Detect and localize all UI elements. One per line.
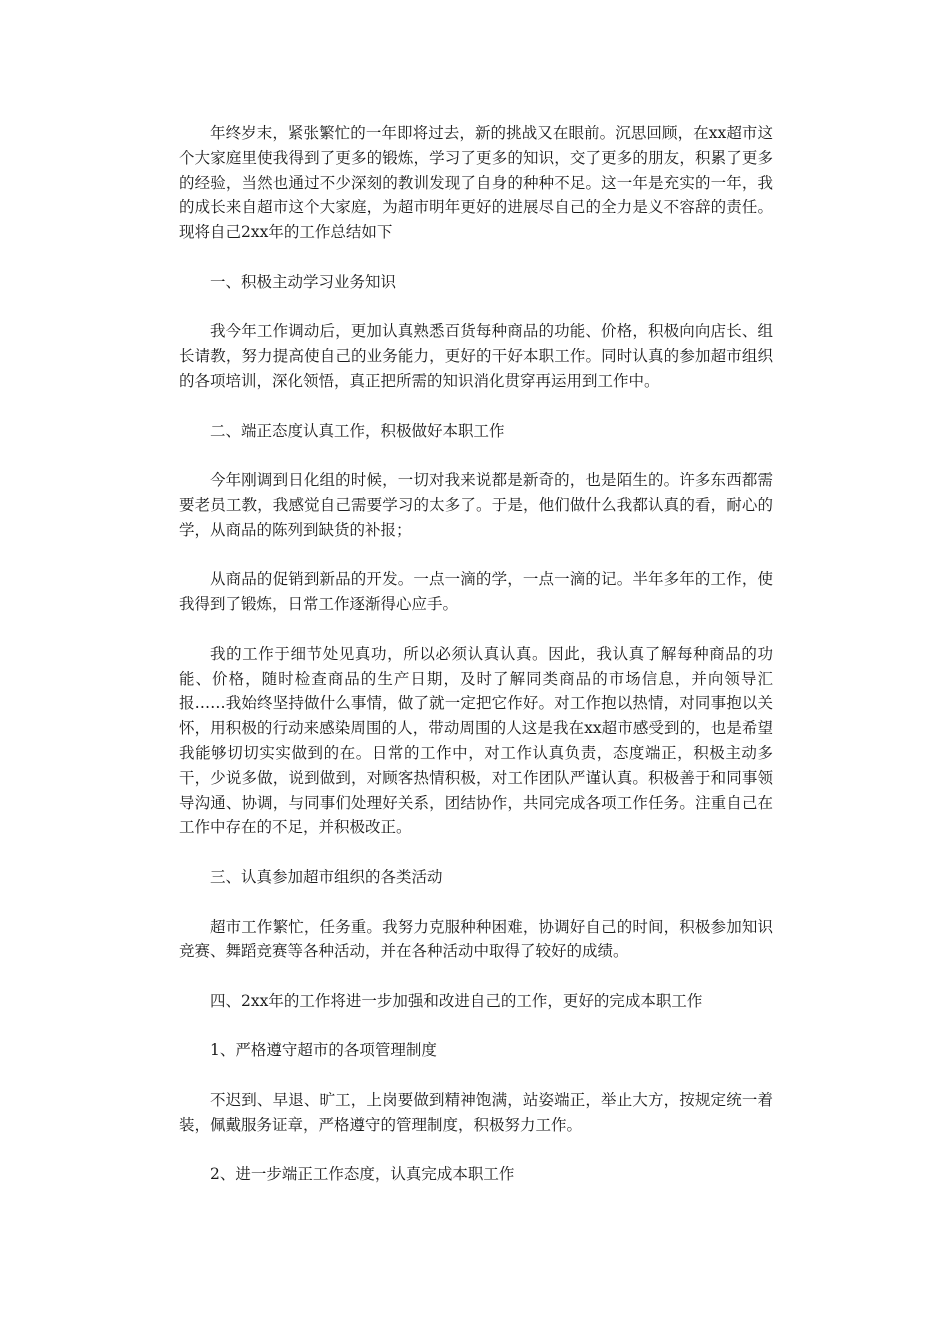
section-3-paragraph: 超市工作繁忙，任务重。我努力克服种种困难，协调好自己的时间，积极参加知识竞赛、舞蹈竞赛等各种活动，并在各种活动中取得了较好的成绩。 [179,917,773,961]
intro-paragraph: 年终岁末，紧张繁忙的一年即将过去，新的挑战又在眼前。沉思回顾，在xx超市这个大家庭里使我得到了更多的锻炼，学习了更多的知识，交了更多的朋友，积累了更多的经验，当然也通过不少深刻的教训发现了自身的种种不足。这一年是充实的一年，我的成长来自超市这个大家庭，为超市明年更好的进展尽自己的全力是义不容辞的责任。现将自己2xx年的工作总结如下 [179,124,773,242]
subsection-1-paragraph: 不迟到、早退、旷工，上岗要做到精神饱满，站姿端正，举止大方，按规定统一着装，佩戴服务证章，严格遵守的管理制度，积极努力工作。 [179,1091,773,1134]
subsection-heading-2: 2、进一步端正工作态度，认真完成本职工作 [210,1165,515,1184]
section-2-paragraph-1: 今年刚调到日化组的时候，一切对我来说都是新奇的，也是陌生的。许多东西都需要老员工教，我感觉自己需要学习的太多了。于是，他们做什么我都认真的看，耐心的学，从商品的陈列到缺货的补报； [179,471,773,539]
section-heading-4: 四、2xx年的工作将进一步加强和改进自己的工作，更好的完成本职工作 [210,991,703,1010]
section-heading-1: 一、积极主动学习业务知识 [210,272,397,291]
section-heading-2: 二、端正态度认真工作，积极做好本职工作 [210,421,505,440]
document-body [179,121,773,1187]
section-1-paragraph: 我今年工作调动后，更加认真熟悉百货每种商品的功能、价格，积极向向店长、组长请教，努力提高使自己的业务能力，更好的干好本职工作。同时认真的参加超市组织的各项培训，深化领悟，真正把所需的知识消化贯穿再运用到工作中。 [179,322,773,390]
subsection-heading-1: 1、严格遵守超市的各项管理制度 [210,1041,437,1060]
section-heading-3: 三、认真参加超市组织的各类活动 [210,867,443,886]
section-2-paragraph-3: 我的工作于细节处见真功，所以必须认真认真。因此，我认真了解每种商品的功能、价格，随时检查商品的生产日期，及时了解同类商品的市场信息，并向领导汇报……我始终坚持做什么事情，做了就一定把它作好。对工作抱以热情，对同事抱以关怀，用积极的行动来感染周围的人，带动周围的人这是我在xx超市感受到的，也是希望我能够切切实实做到的在。日常的工作中，对工作认真负责，态度端正，积极主动多干，少说多做，说到做到，对顾客热情积极，对工作团队严谨认真。积极善于和同事领导沟通、协调，与同事们处理好关系，团结协作，共同完成各项工作任务。注重自己在工作中存在的不足，并积极改正。 [179,644,773,837]
section-2-paragraph-2: 从商品的促销到新品的开发。一点一滴的学，一点一滴的记。半年多年的工作，使我得到了锻炼，日常工作逐渐得心应手。 [179,570,773,614]
